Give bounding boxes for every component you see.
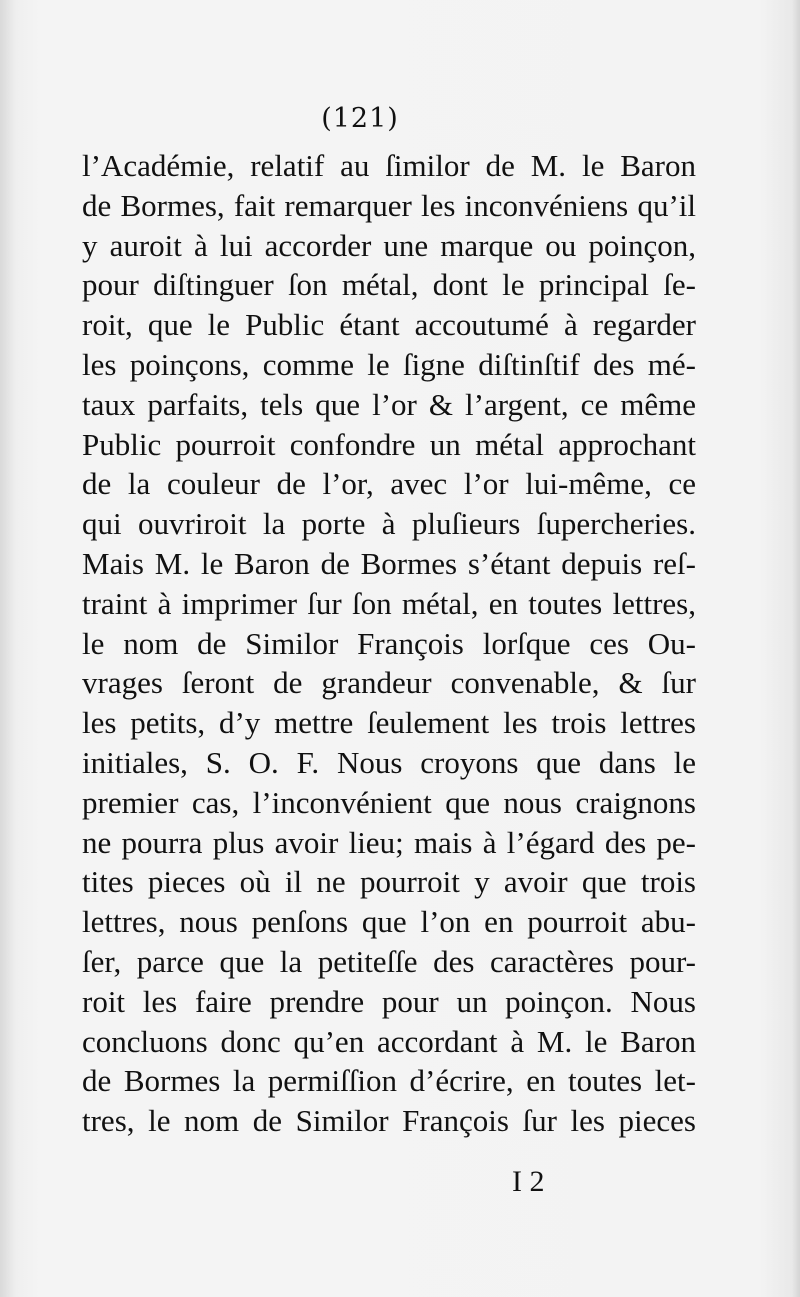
text-line: de Bormes la permiſſion d’écrire, en toutes let- (82, 1063, 696, 1099)
text-line: qui ouvriroit la porte à pluſieurs ſupercheries. (82, 506, 696, 542)
body-text (82, 146, 696, 1141)
text-line: pour diſtinguer ſon métal, dont le principal ſe- (82, 267, 696, 303)
text-line: premier cas, l’inconvénient que nous craignons (82, 784, 696, 820)
text-line: de Bormes, fait remarquer les inconvéniens qu’il (82, 187, 696, 223)
text-line: ſer, parce que la petiteſſe des caractères pour- (82, 943, 696, 979)
signature-mark: I 2 (512, 1165, 545, 1198)
text-line: roit, que le Public étant accoutumé à regarder (82, 307, 696, 343)
text-line: de la couleur de l’or, avec l’or lui-même, ce (82, 466, 696, 502)
text-line: vrages ſeront de grandeur convenable, & ſur (82, 665, 696, 701)
text-line: Mais M. le Baron de Bormes s’étant depuis reſ- (82, 545, 696, 581)
text-line: les petits, d’y mettre ſeulement les trois lettres (82, 705, 696, 741)
text-line: traint à imprimer ſur ſon métal, en toutes lettres, (82, 585, 696, 621)
text-line: ne pourra plus avoir lieu; mais à l’égard des pe- (82, 824, 696, 860)
text-line: taux parfaits, tels que l’or & l’argent, ce même (82, 386, 696, 422)
text-line: y auroit à lui accorder une marque ou poinçon, (82, 227, 696, 263)
text-line: concluons donc qu’en accordant à M. le Baron (82, 1023, 696, 1059)
text-line: le nom de Similor François lorſque ces Ou- (82, 625, 696, 661)
text-line: tites pieces où il ne pourroit y avoir que trois (82, 864, 696, 900)
text-line: initiales, S. O. F. Nous croyons que dans le (82, 744, 696, 780)
text-line: Public pourroit confondre un métal approchant (82, 426, 696, 462)
text-line: les poinçons, comme le ſigne diſtinſtif des mé- (82, 346, 696, 382)
text-line: tres, le nom de Similor François ſur les pieces (82, 1103, 696, 1139)
text-line: roit les faire prendre pour un poinçon. Nous (82, 983, 696, 1019)
text-line: l’Académie, relatif au ſimilor de M. le Baron (82, 148, 696, 183)
page-number: (121) (321, 103, 399, 134)
text-line: lettres, nous penſons que l’on en pourroit abu- (82, 904, 696, 940)
